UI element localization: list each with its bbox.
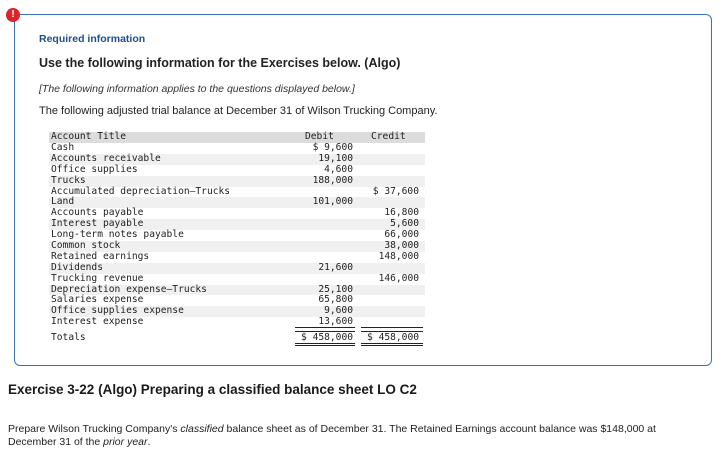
applies-note: [The following information applies to the questions displayed below.]	[39, 83, 355, 95]
debit-cell: 21,600	[318, 261, 353, 273]
account-title-cell: Interest expense	[51, 316, 144, 328]
credit-subtotal-rule	[361, 327, 423, 328]
debit-cell: 19,100	[318, 152, 353, 164]
debit-cell: $ 9,600	[312, 142, 353, 153]
column-header-credit: Credit	[371, 131, 406, 142]
table-row	[49, 176, 425, 187]
instructions-emphasis-prior-year: prior year	[103, 436, 148, 448]
account-title-cell: Common stock	[51, 240, 121, 252]
totals-label: Totals	[51, 332, 86, 344]
account-title-cell: Accumulated depreciation—Trucks	[51, 185, 231, 197]
instructions-emphasis-classified: classified	[180, 423, 224, 435]
debit-subtotal-rule	[295, 327, 355, 328]
credit-cell: 148,000	[378, 250, 419, 262]
totals-credit: $ 458,000	[367, 332, 419, 344]
account-title-cell: Office supplies expense	[51, 305, 184, 317]
credit-cell: $ 37,600	[372, 185, 419, 197]
trial-balance-intro: The following adjusted trial balance at December 31 of Wilson Trucking Company.	[39, 105, 438, 117]
account-title-cell: Dividends	[51, 261, 103, 273]
column-header-account-title: Account Title	[51, 131, 127, 142]
debit-cell: 65,800	[318, 294, 353, 306]
account-title-cell: Retained earnings	[51, 250, 150, 262]
account-title-cell: Interest payable	[51, 218, 144, 230]
account-title-cell: Salaries expense	[51, 294, 144, 306]
exercise-instructions	[8, 423, 688, 449]
debit-cell: 25,100	[318, 283, 353, 295]
table-row	[49, 274, 425, 285]
table-row	[49, 252, 425, 263]
table-body	[49, 143, 425, 328]
credit-cell: 66,000	[384, 229, 419, 241]
debit-cell: 4,600	[324, 163, 353, 175]
instructions-text-3: .	[147, 436, 151, 448]
credit-cell: 38,000	[384, 240, 419, 252]
debit-cell: 13,600	[318, 316, 353, 328]
account-title-cell: Trucks	[51, 174, 86, 186]
account-title-cell: Trucking revenue	[51, 272, 144, 284]
account-title-cell: Accounts payable	[51, 207, 144, 219]
table-header	[49, 132, 425, 143]
account-title-cell: Depreciation expense—Trucks	[51, 283, 207, 295]
required-information-label: Required information	[39, 33, 146, 45]
totals-row	[49, 331, 425, 344]
exercise-lead-heading: Use the following information for the Exercises below. (Algo)	[39, 56, 401, 70]
credit-cell: 5,600	[390, 218, 419, 230]
exercise-title: Exercise 3-22 (Algo) Preparing a classified balance sheet LO C2	[8, 382, 417, 397]
credit-cell: 146,000	[378, 272, 419, 284]
trial-balance-table	[49, 132, 425, 344]
totals-debit: $ 458,000	[301, 332, 353, 344]
account-title-cell: Land	[51, 196, 75, 208]
alert-icon: !	[6, 8, 20, 22]
debit-cell: 101,000	[312, 196, 353, 208]
table-row	[49, 165, 425, 176]
instructions-text-1: Prepare Wilson Trucking Company's	[8, 423, 181, 435]
account-title-cell: Office supplies	[51, 163, 138, 175]
table-row	[49, 187, 425, 198]
required-information-panel	[14, 14, 712, 366]
column-header-debit: Debit	[305, 131, 334, 142]
account-title-cell: Cash	[51, 142, 75, 153]
account-title-cell: Long-term notes payable	[51, 229, 184, 241]
debit-cell: 9,600	[324, 305, 353, 317]
account-title-cell: Accounts receivable	[51, 152, 161, 164]
credit-cell: 16,800	[384, 207, 419, 219]
instructions-text-2: balance sheet as of December 31. The Retained Earnings account balance was $148,000 at December 31 of the	[8, 423, 656, 448]
table-row	[49, 317, 425, 328]
debit-cell: 188,000	[312, 174, 353, 186]
